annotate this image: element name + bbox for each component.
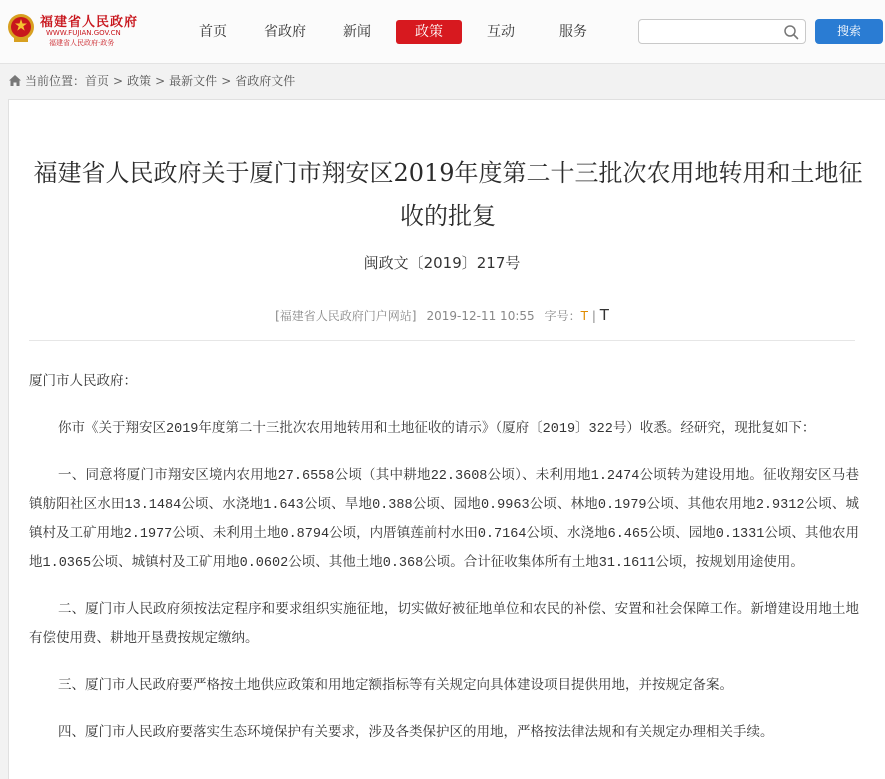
article-paragraph: 四、厦门市人民政府要落实生态环境保护有关要求，涉及各类保护区的用地，严格按法律法规和有关规定办理相关手续。 bbox=[58, 726, 774, 741]
article-date: 2019-12-11 10:55 bbox=[426, 309, 535, 323]
font-size-separator: | bbox=[591, 309, 596, 323]
logo-subtitle: 福建省人民政府·政务 bbox=[49, 39, 115, 47]
article-paragraph: 一、同意将厦门市翔安区境内农用地27.6558公顷（其中耕地22.3608公顷）、未利用地1.2474公顷转为建设用地。征收翔安区马巷镇舫阳社区水田13.1484公顷、水浇地1.643公顷、旱地0.388公顷、园地0.9963公顷、林地0.1979公顷、其他农用地2.9312公顷、城镇村及工矿用地2.1977公顷、未利用土地0.8794公顷，内厝镇莲前村水田0.7164公顷、水浇地6.465公顷、园地0.1331公顷、其他农用地1.0365公顷、城镇村及工矿用地0.0602公顷、其他土地0.368公顷。合计征收集体所有土地31.1611公顷，按规划用途使用。 bbox=[29, 469, 859, 571]
search-box bbox=[638, 19, 806, 44]
article-salutation: 厦门市人民政府： bbox=[29, 375, 137, 390]
font-size-label: 字号： bbox=[544, 309, 581, 323]
article-body bbox=[29, 368, 859, 766]
site-header bbox=[0, 0, 885, 64]
search-button[interactable]: 搜索 bbox=[815, 19, 883, 44]
nav-item-government[interactable]: 省政府 bbox=[264, 24, 306, 40]
document-number: 闽政文〔2019〕217号 bbox=[363, 254, 521, 272]
divider bbox=[29, 340, 855, 341]
nav-item-services[interactable]: 服务 bbox=[559, 24, 587, 40]
logo-title: 福建省人民政府 bbox=[40, 15, 139, 30]
breadcrumb bbox=[8, 72, 295, 90]
home-icon bbox=[8, 74, 22, 87]
national-emblem-icon bbox=[6, 12, 36, 44]
article-source: [福建省人民政府门户网站] bbox=[275, 309, 417, 323]
article-paragraph: 三、厦门市人民政府要严格按土地供应政策和用地定额指标等有关规定向具体建设项目提供用地，并按规定备案。 bbox=[58, 679, 733, 694]
logo-url: WWW.FUJIAN.GOV.CN bbox=[46, 29, 121, 37]
article-container bbox=[8, 99, 885, 779]
breadcrumb-latest-documents[interactable]: 最新文件 bbox=[169, 74, 218, 88]
search-input[interactable] bbox=[645, 23, 777, 41]
site-logo[interactable] bbox=[6, 8, 146, 54]
breadcrumb-prefix: 当前位置： bbox=[25, 74, 86, 88]
search-icon[interactable] bbox=[783, 24, 799, 40]
article-meta bbox=[9, 306, 875, 324]
breadcrumb-provincial-documents[interactable]: 省政府文件 bbox=[235, 74, 296, 88]
breadcrumb-separator: > bbox=[221, 74, 232, 88]
article-title: 福建省人民政府关于厦门市翔安区2019年度第二十三批次农用地转用和土地征收的批复 bbox=[33, 159, 863, 230]
breadcrumb-policy[interactable]: 政策 bbox=[127, 74, 152, 88]
article-paragraph: 你市《关于翔安区2019年度第二十三批次农用地转用和土地征收的请示》（厦府〔2019〕322号）收悉。经研究，现批复如下： bbox=[58, 422, 816, 437]
nav-item-news[interactable]: 新闻 bbox=[343, 24, 371, 40]
breadcrumb-separator: > bbox=[113, 74, 124, 88]
breadcrumb-home[interactable]: 首页 bbox=[85, 74, 110, 88]
nav-item-interaction[interactable]: 互动 bbox=[487, 24, 515, 40]
nav-item-home[interactable]: 首页 bbox=[199, 24, 227, 40]
breadcrumb-separator: > bbox=[155, 74, 166, 88]
article-paragraph: 二、厦门市人民政府须按法定程序和要求组织实施征地，切实做好被征地单位和农民的补偿、安置和社会保障工作。新增建设用地土地有偿使用费、耕地开垦费按规定缴纳。 bbox=[29, 603, 859, 647]
font-small-button[interactable]: T bbox=[580, 309, 588, 323]
nav-item-policy[interactable]: 政策 bbox=[396, 20, 462, 44]
font-large-button[interactable]: T bbox=[599, 306, 609, 324]
